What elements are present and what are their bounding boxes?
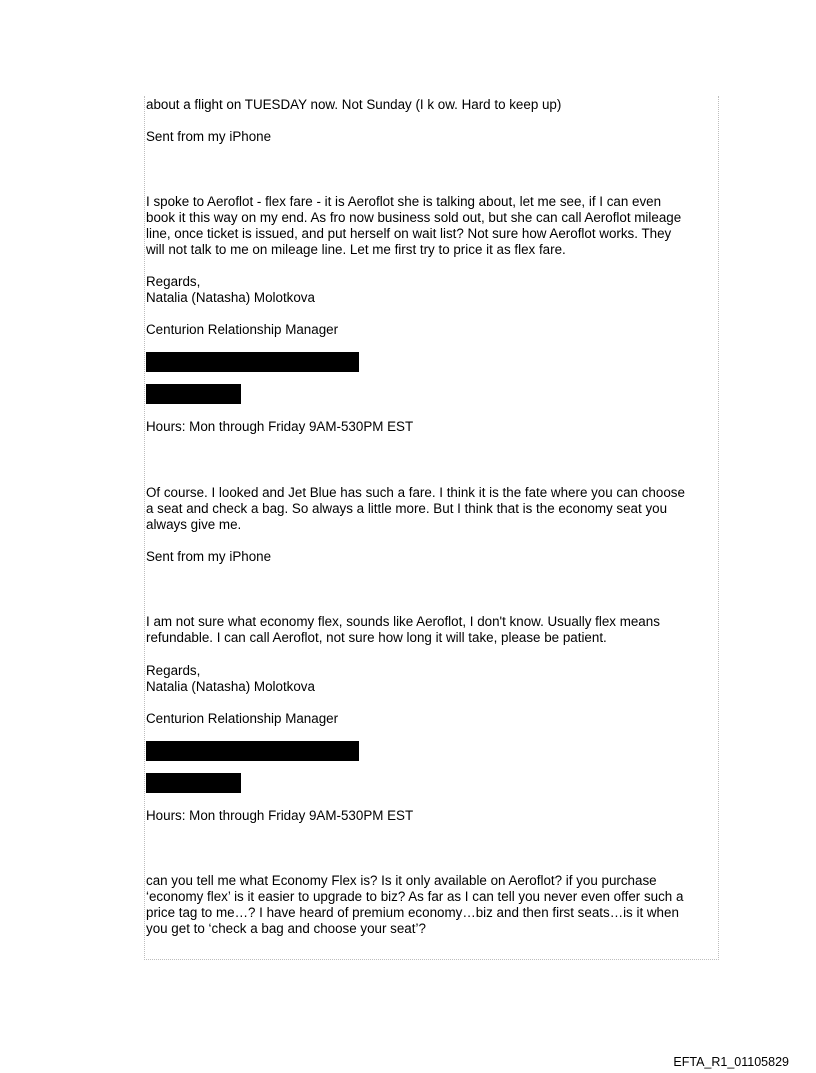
redaction-block	[146, 384, 241, 404]
paragraph-line: I spoke to Aeroflot - flex fare - it is Aeroflot she is talking about, let me see, if I can even	[146, 194, 662, 209]
sender-name: Natalia (Natasha) Molotkova	[146, 290, 315, 305]
redaction-block	[146, 741, 359, 761]
sender-title: Centurion Relationship Manager	[146, 322, 339, 337]
paragraph-line: always give me.	[146, 517, 242, 532]
paragraph-line: I am not sure what economy flex, sounds like Aeroflot, I don't know. Usually flex means	[146, 614, 660, 629]
office-hours: Hours: Mon through Friday 9AM-530PM EST	[146, 419, 414, 434]
regards: Regards,	[146, 274, 201, 289]
paragraph-line: refundable. I can call Aeroflot, not sure how long it will take, please be patient.	[146, 630, 607, 645]
sent-from-iphone: Sent from my iPhone	[146, 129, 272, 144]
document-id: EFTA_R1_01105829	[673, 1055, 789, 1069]
paragraph-line: price tag to me…? I have heard of premium economy…biz and then first seats…is it when	[146, 905, 679, 920]
redaction-block	[146, 773, 241, 793]
regards: Regards,	[146, 663, 201, 678]
email-line: about a flight on TUESDAY now. Not Sunday (I k ow. Hard to keep up)	[146, 97, 562, 112]
paragraph-line: ‘economy flex’ is it easier to upgrade to biz? As far as I can tell you never even offer such a	[146, 889, 684, 904]
paragraph-line: book it this way on my end. As fro now business sold out, but she can call Aeroflot mileage	[146, 210, 682, 225]
paragraph-line: line, once ticket is issued, and put herself on wait list? Not sure how Aeroflot works. They	[146, 226, 672, 241]
sender-title: Centurion Relationship Manager	[146, 711, 339, 726]
paragraph-line: will not talk to me on mileage line. Let me first try to price it as flex fare.	[146, 242, 566, 257]
sender-name: Natalia (Natasha) Molotkova	[146, 679, 315, 694]
office-hours: Hours: Mon through Friday 9AM-530PM EST	[146, 808, 414, 823]
paragraph-line: Of course. I looked and Jet Blue has such a fare. I think it is the fate where you can choose	[146, 485, 685, 500]
redaction-block	[146, 352, 359, 372]
paragraph-line: you get to ‘check a bag and choose your seat’?	[146, 921, 426, 936]
paragraph-line: a seat and check a bag. So always a little more. But I think that is the economy seat you	[146, 501, 668, 516]
paragraph-line: can you tell me what Economy Flex is? Is it only available on Aeroflot? if you purchase	[146, 873, 657, 888]
sent-from-iphone: Sent from my iPhone	[146, 549, 272, 564]
